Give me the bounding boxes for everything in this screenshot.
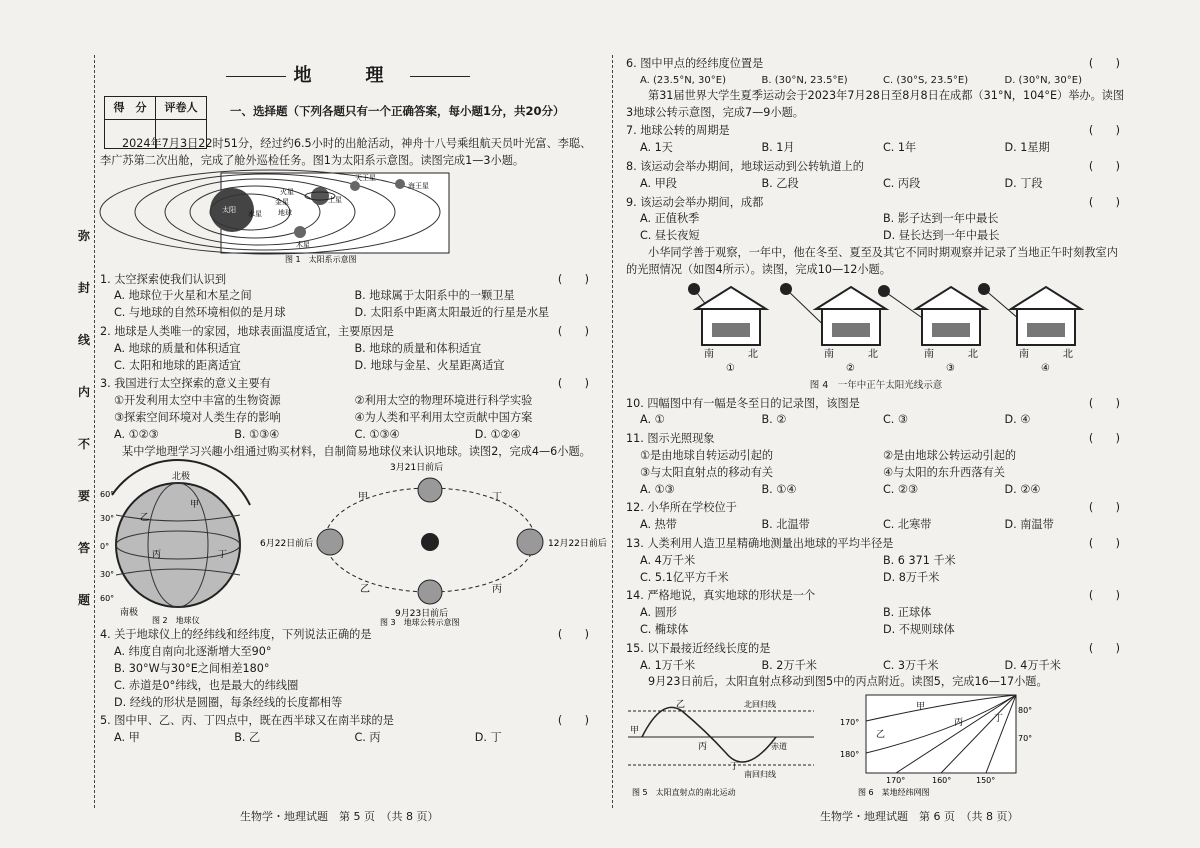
question-11: 11. 图示光照现象 ( ) ①是由地球自转运动引起的 ②是由地球公转运动引起的 ③与太阳直射点的移动有关 ④与太阳的东升西落有关 A. ①③ B. ①④ C. ②③ D. ②④ xyxy=(626,432,1120,496)
label-earth: 地球 xyxy=(278,208,292,217)
north-label: 北 xyxy=(968,348,978,360)
globe-figure xyxy=(100,465,260,625)
question-8: 8. 该运动会举办期间，地球运动到公转轨道上的 ( ) A. 甲段 B. 乙段 C. 丙段 D. 丁段 xyxy=(626,159,1120,190)
label-mercury: 水星 xyxy=(248,209,262,218)
answer-blank-7[interactable]: ( ) xyxy=(1088,124,1120,138)
point-jia: 甲 xyxy=(190,500,200,511)
lon-150: 150° xyxy=(976,776,996,786)
south-label: 南 xyxy=(704,348,714,360)
answer-blank-4[interactable]: ( ) xyxy=(557,628,589,642)
page-divider xyxy=(612,55,613,808)
grader-cell[interactable] xyxy=(156,120,207,149)
label-december: 12月22日前后 xyxy=(548,539,607,550)
label-saturn: 土星 xyxy=(328,195,342,204)
label-neptune: 海王星 xyxy=(408,181,429,190)
label-june: 6月22日前后 xyxy=(260,539,314,550)
intro-3: 第31届世界大学生夏季运动会于2023年7月28日至8月8日在成都（31°N，104°E）举办。读图3地球公转示意图，完成7—9小题。 xyxy=(626,88,1125,119)
point-ding: 丁 xyxy=(218,550,228,561)
south-label: 南 xyxy=(924,348,934,360)
house-4-num: ④ xyxy=(1041,362,1050,374)
intro-2: 某中学地理学习兴趣小组通过购买材料，自制简易地球仪来认识地球。读图2，完成4—6小题。 xyxy=(122,444,591,458)
footer-page-5: 生物学・地理试题 第 5 页 （共 8 页） xyxy=(240,810,439,823)
lat-30s: 30° xyxy=(100,570,115,580)
question-15: 15. 以下最接近经线长度的是 ( ) A. 1万千米 B. 2万千米 C. 3万千米 D. 4万千米 xyxy=(626,641,1120,672)
question-14: 14. 严格地说，真实地球的形状是一个 ( ) A. 圆形 B. 正球体 C. 椭球体 D. 不规则球体 xyxy=(626,589,1120,636)
score-box: 得 分 评卷人 xyxy=(104,96,207,149)
point-bing: 丙 xyxy=(152,550,162,561)
lat-0: 0° xyxy=(100,542,110,552)
question-9: 9. 该运动会举办期间，成都 ( ) A. 正值秋季 B. 影子达到一年中最长 C. 昼长夜短 D. 昼长达到一年中最长 xyxy=(626,195,1120,243)
footer-page-6: 生物学・地理试题 第 6 页 （共 8 页） xyxy=(820,810,1019,823)
label-south-pole: 南极 xyxy=(120,608,139,619)
graticule-figure xyxy=(836,691,1036,799)
question-13: 13. 人类利用人造卫星精确地测量出地球的平均半径是 ( ) A. 4万千米 B. 6 371 千米 C. 5.1亿平方千米 D. 8万千米 xyxy=(626,536,1120,584)
page-5 xyxy=(100,52,607,747)
fig5-caption: 图 5 太阳直射点的南北运动 xyxy=(632,788,736,798)
answer-blank-15[interactable]: ( ) xyxy=(1088,641,1120,655)
answer-blank-9[interactable]: ( ) xyxy=(1088,195,1120,209)
answer-blank-11[interactable]: ( ) xyxy=(1088,432,1120,446)
house-3-num: ③ xyxy=(946,362,955,374)
earth-orbit-figure xyxy=(260,460,607,628)
label-venus: 金星 xyxy=(275,197,289,206)
score-cell[interactable] xyxy=(105,120,156,149)
lat-80: 80° xyxy=(1018,706,1033,716)
fig6-caption: 图 6 某地经纬网图 xyxy=(858,788,930,798)
lon-160: 160° xyxy=(932,776,952,786)
lon-170-left: 170° xyxy=(840,718,860,728)
south-label: 南 xyxy=(824,348,834,360)
figures-2-3 xyxy=(100,460,607,628)
answer-blank-6[interactable]: ( ) xyxy=(1088,57,1120,70)
lat-70: 70° xyxy=(1018,734,1033,744)
label-uranus: 天王星 xyxy=(355,173,376,182)
house-4 xyxy=(978,283,1081,374)
fig6-point-yi: 乙 xyxy=(876,730,886,741)
lat-60n: 60° xyxy=(100,490,115,500)
north-label: 北 xyxy=(1063,348,1073,360)
fig1-caption: 图 1 太阳系示意图 xyxy=(285,254,357,264)
intro-1: 2024年7月3日22时51分，经过约6.5小时的出舱活动，神舟十八号乘组航天员叶光富、李聪、李广苏第二次出舱，完成了舱外巡检任务。图1为太阳系示意图。读图完成1—3小题。 xyxy=(100,137,592,168)
question-4: 4. 关于地球仪上的经纬线和经纬度，下列说法正确的是 ( ) A. 纬度自南向北逐渐增大至90° B. 30°W与30°E之间相差180° C. 赤道是0°纬线，也是最大的纬线圈 D. 经线的形状是圆圈，每条经线的长度都相等 xyxy=(100,628,589,709)
segment-bing: 丙 xyxy=(492,584,502,596)
fig6-point-ding: 丁 xyxy=(994,714,1004,725)
figure-1 xyxy=(220,172,450,270)
segment-yi: 乙 xyxy=(360,584,370,596)
lon-170-bottom: 170° xyxy=(886,776,906,786)
label-march: 3月21日前后 xyxy=(390,463,444,474)
answer-blank-5[interactable]: ( ) xyxy=(557,714,589,728)
page-title: 地 理 xyxy=(100,62,595,89)
point-yi: 乙 xyxy=(140,513,150,524)
label-north-pole: 北极 xyxy=(172,472,191,483)
house-1-num: ① xyxy=(726,362,735,374)
south-label: 南 xyxy=(1019,348,1029,360)
subsolar-point-figure xyxy=(626,691,816,799)
label-jupiter: 木星 xyxy=(296,240,310,249)
seal-line-left xyxy=(94,55,95,808)
north-label: 北 xyxy=(748,348,758,360)
question-5: 5. 图中甲、乙、丙、丁四点中，既在西半球又在南半球的是 ( ) A. 甲 B. 乙 C. 丙 D. 丁 xyxy=(100,714,589,745)
segment-ding: 丁 xyxy=(492,492,502,504)
label-tropic-capricorn: 南回归线 xyxy=(744,770,776,780)
question-7: 7. 地球公转的周期是 ( ) A. 1天 B. 1月 C. 1年 D. 1星期 xyxy=(626,124,1120,155)
fig2-caption: 图 2 地球仪 xyxy=(152,616,200,626)
answer-blank-12[interactable]: ( ) xyxy=(1088,501,1120,515)
intro-5: 9月23日前后，太阳直射点移动到图5中的丙点附近。读图5，完成16—17小题。 xyxy=(648,675,1048,689)
question-1: 1. 太空探索使我们认识到 ( ) A. 地球位于火星和木星之间 B. 地球属于太阳系中的一颗卫星 C. 与地球的自然环境相似的是月球 D. 太阳系中距离太阳最近的行星是水星 xyxy=(100,272,589,320)
question-10: 10. 四幅图中有一幅是冬至日的记录图，该图是 ( ) A. ① B. ② C. ③ D. ④ xyxy=(626,396,1120,427)
answer-blank-10[interactable]: ( ) xyxy=(1088,396,1120,410)
fig3-caption: 图 3 地球公转示意图 xyxy=(380,618,460,628)
house-2 xyxy=(780,283,886,374)
section-heading: 一、选择题（下列各题只有一个正确答案，每小题1分，共20分） xyxy=(230,104,565,118)
house-3 xyxy=(878,285,986,374)
label-mars: 火星 xyxy=(280,187,294,196)
fig6-point-bing: 丙 xyxy=(954,718,964,729)
label-september: 9月23日前后 xyxy=(395,609,449,620)
answer-blank-14[interactable]: ( ) xyxy=(1088,589,1120,603)
question-6: 6. 图中甲点的经纬度位置是 ( ) A. (23.5°N, 30°E) B. (30°N, 23.5°E) C. (30°S, 23.5°E) D. (30°N, 30°E) xyxy=(626,57,1120,86)
intro-4: 小华同学善于观察，一年中，他在冬至、夏至及其它不同时期观察并记录了当地正午时刻教室内的光照情况（如图4所示）。读图，完成10—12小题。 xyxy=(626,245,1118,276)
question-2: 2. 地球是人类唯一的家园，地球表面温度适宜，主要原因是 ( ) A. 地球的质量和体积适宜 B. 地球的质量和体积适宜 C. 太阳和地球的距离适宜 D. 地球与金星、火星距离适宜 xyxy=(100,325,589,372)
label-sun: 太阳 xyxy=(222,205,236,214)
answer-blank-1[interactable]: ( ) xyxy=(557,272,589,286)
fig5-point-yi: 乙 xyxy=(676,700,686,711)
fig5-point-jia: 甲 xyxy=(630,726,640,737)
fig6-point-jia: 甲 xyxy=(916,702,926,713)
page-6 xyxy=(626,54,1126,799)
north-label: 北 xyxy=(868,348,878,360)
answer-blank-2[interactable]: ( ) xyxy=(557,325,589,339)
answer-blank-8[interactable]: ( ) xyxy=(1088,159,1120,173)
question-12: 12. 小华所在学校位于 ( ) A. 热带 B. 北温带 C. 北寒带 D. 南温带 xyxy=(626,501,1120,532)
seal-line-notice: 弥 封 线 内 不 要 答 题 xyxy=(77,229,90,607)
solar-system-diagram xyxy=(220,172,450,264)
question-3: 3. 我国进行太空探索的意义主要有 ( ) ①开发利用太空中丰富的生物资源 ②利用太空的物理环境进行科学实验 ③探索空间环境对人类生存的影响 ④为人类和平利用太空贡献中国方案 A. ①②③ B. ①③④ C. ①③④ D. ①②④ xyxy=(100,377,589,441)
fig5-point-bing: 丙 xyxy=(698,742,708,753)
lon-180: 180° xyxy=(840,750,860,760)
segment-jia: 甲 xyxy=(358,492,368,504)
label-tropic-cancer: 北回归线 xyxy=(744,700,776,710)
answer-blank-3[interactable]: ( ) xyxy=(557,377,589,391)
lat-30n: 30° xyxy=(100,514,115,524)
fig4-caption: 图 4 一年中正午太阳光线示意 xyxy=(809,380,943,392)
fig5-point-ding: 丁 xyxy=(730,762,740,773)
figures-5-6 xyxy=(626,691,1126,799)
label-equator: 赤道 xyxy=(771,742,787,752)
house-2-num: ② xyxy=(846,362,855,374)
classroom-sunlight-figure xyxy=(626,279,1126,374)
lat-60s: 60° xyxy=(100,594,115,604)
answer-blank-13[interactable]: ( ) xyxy=(1088,536,1120,550)
house-1 xyxy=(688,283,766,374)
